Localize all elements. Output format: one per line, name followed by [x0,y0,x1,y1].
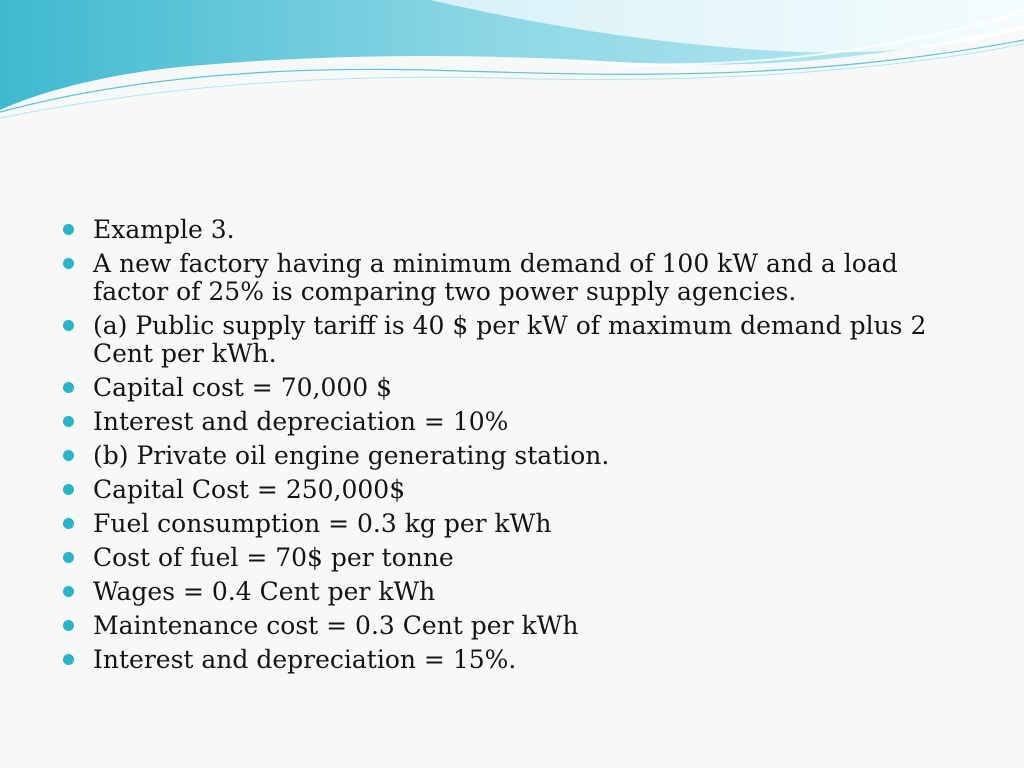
bullet-dot-icon [63,484,74,495]
bullet-text: Interest and depreciation = 15%. [93,645,517,674]
bullet-text: Example 3. [93,215,235,244]
bullet-text: Wages = 0.4 Cent per kWh [93,577,436,606]
bullet-item [60,510,970,538]
top-wave-decoration [0,0,1024,140]
bullet-text: Interest and depreciation = 10% [93,407,509,436]
bullet-list [60,216,970,680]
bullet-text: (b) Private oil engine generating station. [93,441,610,470]
bullet-item [60,646,970,674]
bullet-item [60,544,970,572]
bullet-item [60,612,970,640]
bullet-text: Maintenance cost = 0.3 Cent per kWh [93,611,579,640]
bullet-text: (a) Public supply tariff is 40 $ per kW of maximum demand plus 2 Cent per kWh. [93,311,927,368]
bullet-dot-icon [63,258,74,269]
bullet-dot-icon [63,620,74,631]
bullet-dot-icon [63,382,74,393]
bullet-item [60,476,970,504]
bullet-text: Cost of fuel = 70$ per tonne [93,543,454,572]
bullet-text: Capital Cost = 250,000$ [93,475,406,504]
bullet-item [60,442,970,470]
bullet-item [60,312,970,368]
bullet-text: A new factory having a minimum demand of 100 kW and a load factor of 25% is comparing two power supply agencies. [93,249,898,306]
bullet-dot-icon [63,654,74,665]
bullet-dot-icon [63,586,74,597]
bullet-dot-icon [63,450,74,461]
bullet-item [60,250,970,306]
bullet-dot-icon [63,224,74,235]
bullet-text: Capital cost = 70,000 $ [93,373,393,402]
bullet-item [60,216,970,244]
bullet-dot-icon [63,416,74,427]
bullet-dot-icon [63,552,74,563]
bullet-dot-icon [63,320,74,331]
bullet-item [60,578,970,606]
bullet-item [60,374,970,402]
bullet-dot-icon [63,518,74,529]
bullet-text: Fuel consumption = 0.3 kg per kWh [93,509,552,538]
bullet-item [60,408,970,436]
